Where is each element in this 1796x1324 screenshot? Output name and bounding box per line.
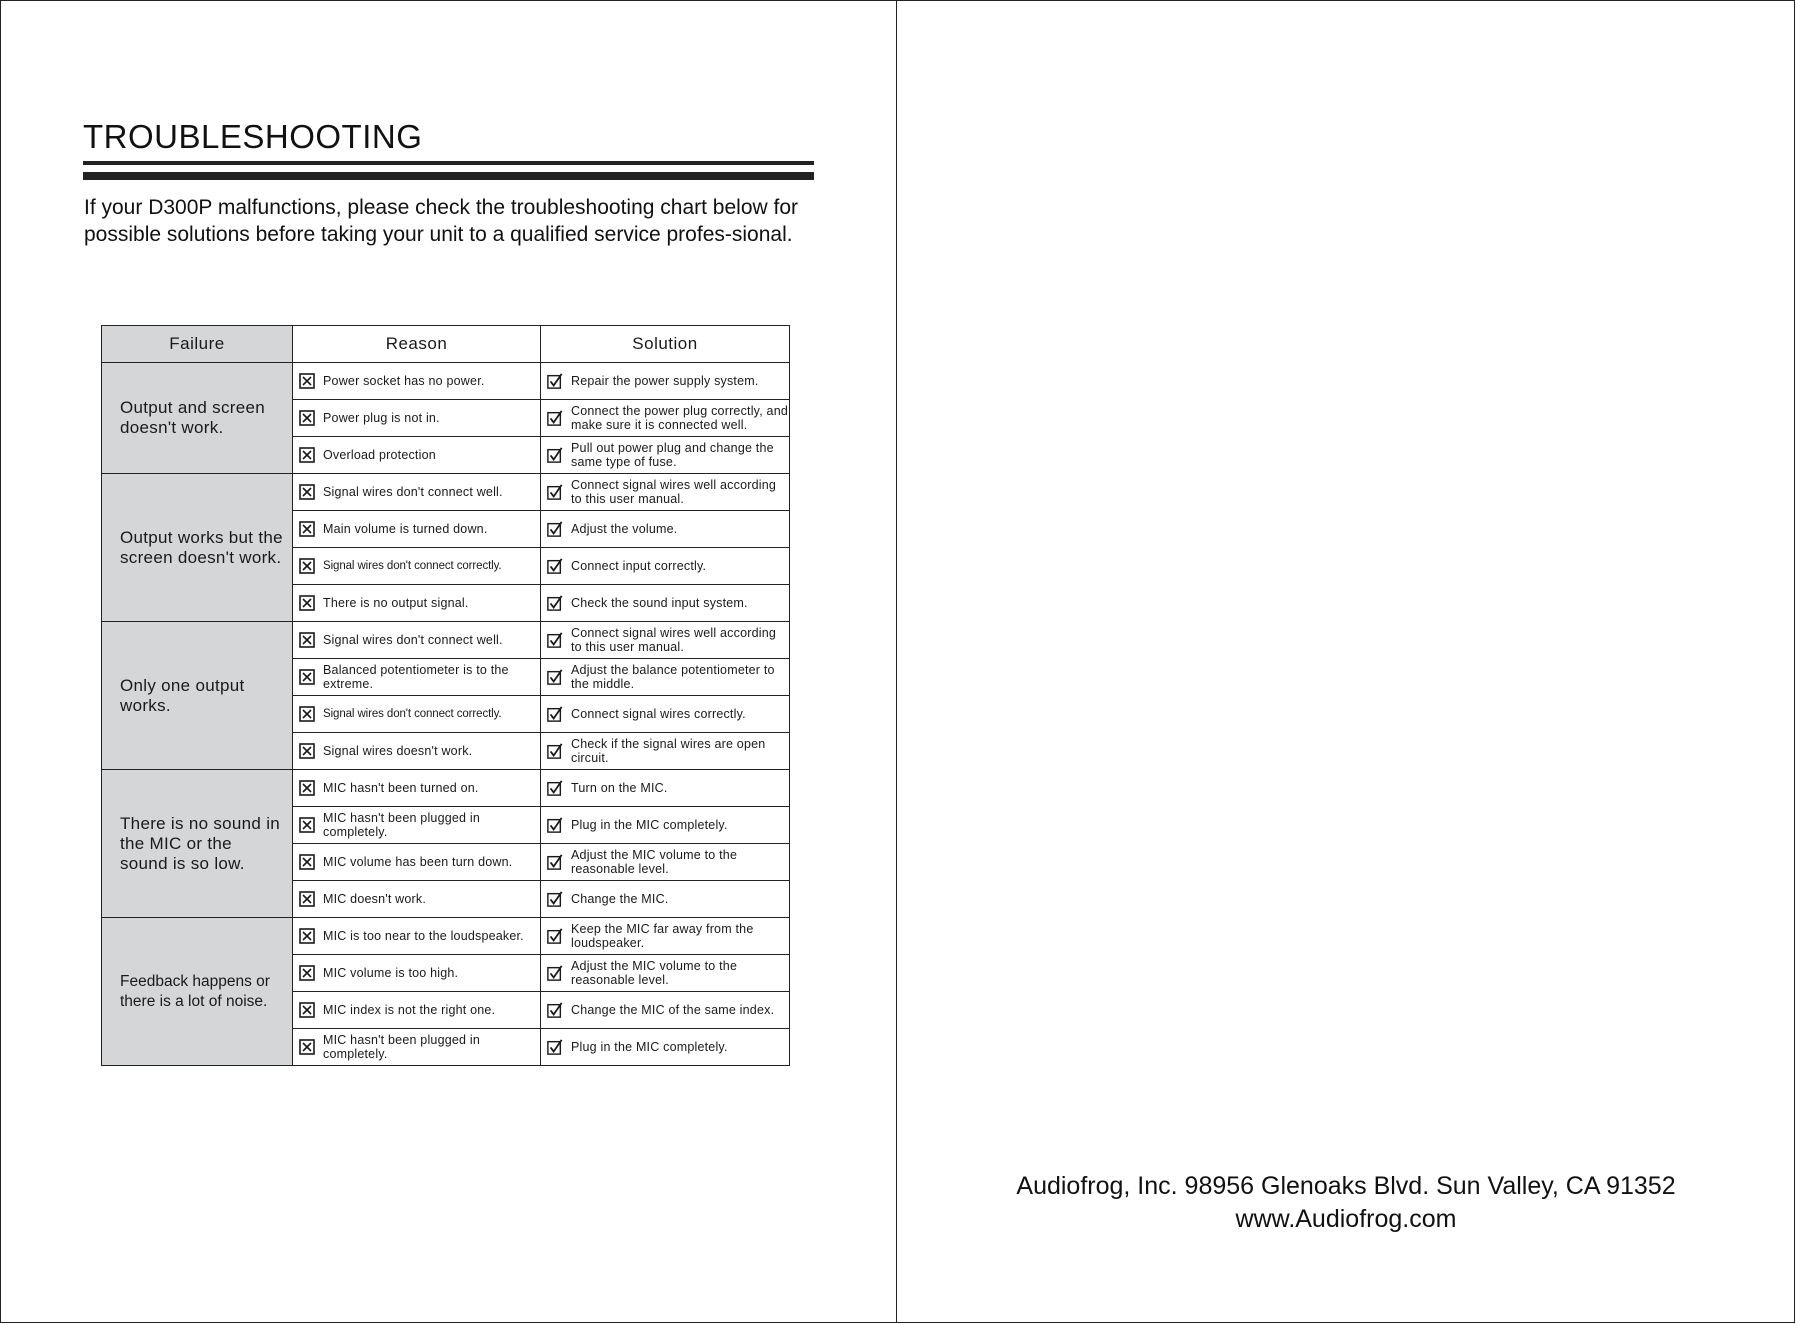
- reason-cell: [293, 918, 541, 955]
- reason-text: Balanced potentiometer is to the extreme.: [323, 663, 509, 691]
- reason-cell: [293, 807, 541, 844]
- solution-text: Adjust the MIC volume to the reasonable level.: [571, 959, 738, 987]
- reason-cell: [293, 548, 541, 585]
- header-failure: Failure: [102, 326, 293, 363]
- solution-cell: [541, 807, 790, 844]
- solution-text: Connect signal wires correctly.: [571, 707, 746, 721]
- solution-text: Connect signal wires well according to this user manual.: [571, 626, 777, 654]
- reason-cell: [293, 733, 541, 770]
- reason-cell: [293, 770, 541, 807]
- solution-cell: [541, 1029, 790, 1066]
- solution-cell: [541, 363, 790, 400]
- reason-text: MIC volume has been turn down.: [323, 855, 513, 869]
- solution-cell: [541, 733, 790, 770]
- solution-cell: [541, 918, 790, 955]
- checkbox-checked-icon: [547, 410, 563, 426]
- x-box-icon: [299, 558, 315, 574]
- reason-cell: [293, 881, 541, 918]
- checkbox-checked-icon: [547, 891, 563, 907]
- reason-text: MIC is too near to the loudspeaker.: [323, 929, 524, 943]
- solution-text: Repair the power supply system.: [571, 374, 759, 388]
- reason-text: Power plug is not in.: [323, 411, 440, 425]
- failure-cell: There is no sound in the MIC or the sound is so low.: [102, 770, 293, 918]
- table-row: [102, 622, 790, 659]
- solution-cell: [541, 548, 790, 585]
- reason-text: MIC hasn't been turned on.: [323, 781, 479, 795]
- failure-cell: Feedback happens or there is a lot of noise.: [102, 918, 293, 1066]
- solution-text: Check if the signal wires are open circuit.: [571, 737, 766, 765]
- intro-paragraph: If your D300P malfunctions, please check the troubleshooting chart below for possible solutions before taking your unit to a qualified service profes-sional.: [84, 196, 799, 246]
- solution-text: Turn on the MIC.: [571, 781, 668, 795]
- solution-text: Plug in the MIC completely.: [571, 1040, 728, 1054]
- x-box-icon: [299, 817, 315, 833]
- failure-cell: Output works but the screen doesn't work.: [102, 474, 293, 622]
- footer-website: www.Audiofrog.com: [1235, 1205, 1457, 1233]
- reason-text: MIC volume is too high.: [323, 966, 459, 980]
- solution-text: Connect the power plug correctly, and make sure it is connected well.: [571, 404, 789, 432]
- reason-cell: [293, 437, 541, 474]
- x-box-icon: [299, 928, 315, 944]
- solution-cell: [541, 992, 790, 1029]
- x-box-icon: [299, 965, 315, 981]
- reason-cell: [293, 955, 541, 992]
- x-box-icon: [299, 632, 315, 648]
- reason-cell: [293, 1029, 541, 1066]
- table-row: [102, 770, 790, 807]
- checkbox-checked-icon: [547, 484, 563, 500]
- reason-text: MIC hasn't been plugged in completely.: [323, 1033, 480, 1061]
- x-box-icon: [299, 891, 315, 907]
- x-box-icon: [299, 373, 315, 389]
- x-box-icon: [299, 743, 315, 759]
- reason-text: Power socket has no power.: [323, 374, 485, 388]
- table-header-row: [102, 326, 790, 363]
- solution-cell: [541, 696, 790, 733]
- x-box-icon: [299, 706, 315, 722]
- solution-cell: [541, 770, 790, 807]
- reason-text: MIC hasn't been plugged in completely.: [323, 811, 480, 839]
- reason-cell: [293, 511, 541, 548]
- reason-cell: [293, 992, 541, 1029]
- checkbox-checked-icon: [547, 817, 563, 833]
- reason-cell: [293, 400, 541, 437]
- title-rule-thin: [83, 161, 814, 165]
- solution-cell: [541, 881, 790, 918]
- solution-cell: [541, 437, 790, 474]
- solution-cell: [541, 844, 790, 881]
- x-box-icon: [299, 780, 315, 796]
- solution-text: Adjust the balance potentiometer to the middle.: [571, 663, 775, 691]
- footer-address: Audiofrog, Inc. 98956 Glenoaks Blvd. Sun Valley, CA 91352: [1016, 1172, 1676, 1200]
- x-box-icon: [299, 521, 315, 537]
- reason-text: MIC doesn't work.: [323, 892, 427, 906]
- reason-cell: [293, 659, 541, 696]
- checkbox-checked-icon: [547, 965, 563, 981]
- header-reason: Reason: [293, 326, 541, 363]
- checkbox-checked-icon: [547, 706, 563, 722]
- table-row: [102, 474, 790, 511]
- solution-cell: [541, 511, 790, 548]
- reason-cell: [293, 474, 541, 511]
- reason-cell: [293, 622, 541, 659]
- reason-text: Signal wires don't connect well.: [323, 485, 503, 499]
- solution-cell: [541, 474, 790, 511]
- reason-cell: [293, 696, 541, 733]
- reason-cell: [293, 363, 541, 400]
- reason-cell: [293, 844, 541, 881]
- checkbox-checked-icon: [547, 521, 563, 537]
- right-page: [897, 0, 1795, 1323]
- table-body: [102, 363, 790, 1066]
- checkbox-checked-icon: [547, 780, 563, 796]
- x-box-icon: [299, 595, 315, 611]
- solution-cell: [541, 622, 790, 659]
- checkbox-checked-icon: [547, 669, 563, 685]
- reason-text: Signal wires doesn't work.: [323, 744, 473, 758]
- reason-text: Signal wires don't connect correctly.: [323, 708, 502, 720]
- reason-text: MIC index is not the right one.: [323, 1003, 496, 1017]
- checkbox-checked-icon: [547, 632, 563, 648]
- header-solution: Solution: [541, 326, 790, 363]
- reason-text: There is no output signal.: [323, 596, 469, 610]
- solution-cell: [541, 585, 790, 622]
- solution-text: Connect signal wires well according to this user manual.: [571, 478, 777, 506]
- checkbox-checked-icon: [547, 447, 563, 463]
- title-rule-thick: [83, 172, 814, 180]
- checkbox-checked-icon: [547, 743, 563, 759]
- failure-cell: Output and screen doesn't work.: [102, 363, 293, 474]
- solution-text: Pull out power plug and change the same type of fuse.: [571, 441, 774, 469]
- solution-text: Keep the MIC far away from the loudspeaker.: [571, 922, 754, 950]
- failure-cell: Only one output works.: [102, 622, 293, 770]
- x-box-icon: [299, 447, 315, 463]
- checkbox-checked-icon: [547, 854, 563, 870]
- x-box-icon: [299, 1039, 315, 1055]
- table-row: [102, 918, 790, 955]
- x-box-icon: [299, 484, 315, 500]
- reason-cell: [293, 585, 541, 622]
- checkbox-checked-icon: [547, 373, 563, 389]
- x-box-icon: [299, 669, 315, 685]
- checkbox-checked-icon: [547, 1039, 563, 1055]
- reason-text: Signal wires don't connect well.: [323, 633, 503, 647]
- x-box-icon: [299, 1002, 315, 1018]
- x-box-icon: [299, 410, 315, 426]
- solution-cell: [541, 955, 790, 992]
- page-title: TROUBLESHOOTING: [83, 118, 423, 155]
- solution-cell: [541, 659, 790, 696]
- troubleshooting-table: [101, 325, 790, 1066]
- solution-text: Adjust the volume.: [571, 522, 678, 536]
- reason-text: Main volume is turned down.: [323, 522, 488, 536]
- checkbox-checked-icon: [547, 1002, 563, 1018]
- solution-text: Adjust the MIC volume to the reasonable level.: [571, 848, 738, 876]
- solution-text: Change the MIC of the same index.: [571, 1003, 775, 1017]
- solution-text: Connect input correctly.: [571, 559, 707, 573]
- checkbox-checked-icon: [547, 928, 563, 944]
- solution-text: Check the sound input system.: [571, 596, 748, 610]
- reason-text: Signal wires don't connect correctly.: [323, 560, 502, 572]
- table-row: [102, 363, 790, 400]
- checkbox-checked-icon: [547, 558, 563, 574]
- checkbox-checked-icon: [547, 595, 563, 611]
- reason-text: Overload protection: [323, 448, 436, 462]
- solution-cell: [541, 400, 790, 437]
- solution-text: Plug in the MIC completely.: [571, 818, 728, 832]
- solution-text: Change the MIC.: [571, 892, 669, 906]
- x-box-icon: [299, 854, 315, 870]
